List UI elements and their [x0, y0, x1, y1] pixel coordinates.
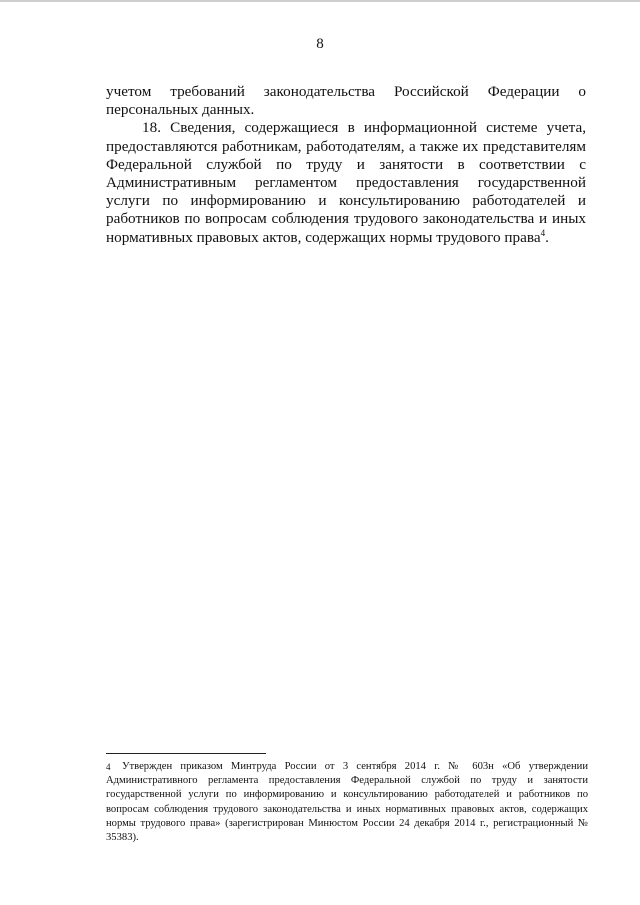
body-text [106, 83, 586, 247]
top-edge-line [0, 0, 640, 2]
paragraph-18-text: 18. Сведения, содержащиеся в информационной системе учета, предоставляются работникам, работодателям, а также их представителям Федеральной службой по труду и занятости в соответствии с Административным регламентом предоставления государственной услуги по информированию и консультированию работодателей и работников по вопросам соблюдения трудового законодательства и иных нормативных правовых актов, содержащих нормы трудового права [106, 119, 586, 246]
paragraph-18-end: . [545, 228, 549, 246]
paragraph-18 [106, 119, 586, 246]
footnote-separator [106, 753, 266, 754]
page-number: 8 [316, 36, 324, 52]
footnote-reference[interactable]: 4 [540, 227, 546, 238]
paragraph-continuation: учетом требований законодательства Российской Федерации о персональных данных. [106, 83, 586, 119]
footnote-block [106, 760, 588, 845]
footnote-item [106, 760, 588, 845]
footnote-mark: 4 [106, 762, 111, 772]
footnote-text: Утвержден приказом Минтруда России от 3 сентября 2014 г. № 603н «Об утверждении Административного регламента предоставления Федеральной службой по труду и занятости государственной услуги по информированию и консультированию работодателей и работников по вопросам соблюдения трудового законодательства и иных нормативных правовых актов, содержащих нормы трудового права» (зарегистрирован Минюстом России 24 декабря 2014 г., регистрационный № 35383). [106, 761, 588, 844]
